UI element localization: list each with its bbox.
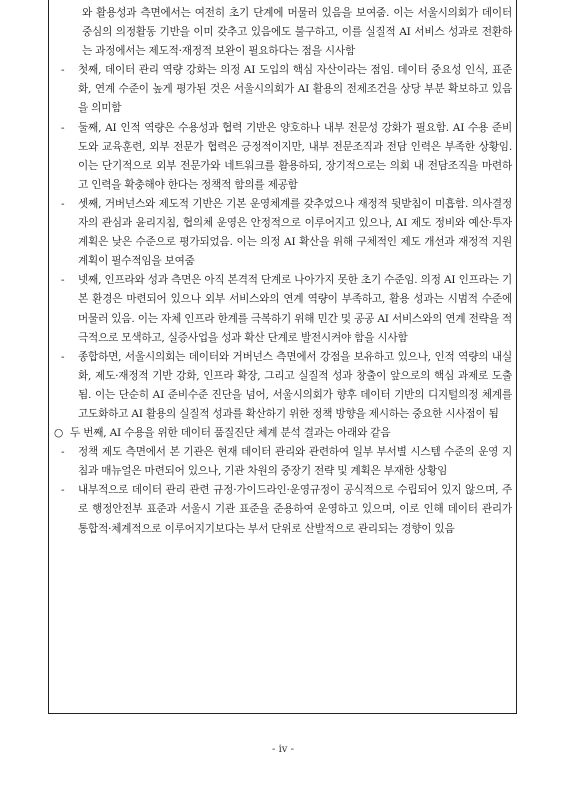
dash-marker: - (61, 274, 65, 287)
list-item-text: 셋째, 거버넌스와 제도적 기반은 기본 운영체계를 갖추었으나 재정적 뒷받침이 미흡함. 의사결정자의 관심과 윤리지침, 협의체 운영은 안정적으로 이루어지고 있으나, AI 제도 정비와 예산·투자계획은 낮은 수준으로 평가되었음. 이는 의정 AI 확산을 위해 구체적인 제도 개선과 재정적 지원 계획이 필수적임을 보여줌 (78, 197, 512, 268)
section-heading (52, 424, 516, 443)
list-item-text: 내부적으로 데이터 관리 관련 규정·가이드라인·운영규정이 공식적으로 수립되어 있지 않으며, 주로 행정안전부 표준과 서울시 기관 표준을 준용하여 운영하고 있으며, 이로 인해 데이터 관리가 통합적·체계적으로 이루어지기보다는 부서 단위로 산발적으로 관리되는 경향이 있음 (78, 484, 512, 535)
list-item-text: 정책 제도 측면에서 본 기관은 현재 데이터 관리와 관련하여 일부 부서별 시스템 수준의 운영 지침과 매뉴얼은 마련되어 있으나, 기관 차원의 중장기 전략 및 계획은 부재한 상황임 (78, 446, 512, 478)
page-number: - iv - (272, 744, 294, 755)
list-item (52, 481, 516, 538)
list-item-text: 둘째, AI 인적 역량은 수용성과 협력 기반은 양호하나 내부 전문성 강화가 필요함. AI 수용 준비도와 교육훈련, 외부 전문가 협력은 긍정적이지만, 내부 전문조직과 전담 인력은 부족한 상황임. 이는 단기적으로 외부 전문가와 네트워크를 활용하되, 장기적으로는 의회 내 전담조직을 마련하고 인력을 확충해야 한다는 정책적 함의를 제공함 (78, 121, 512, 191)
list-item (52, 195, 516, 271)
list-item (52, 119, 516, 195)
list-item (52, 61, 516, 118)
intro-paragraph: 와 활용성과 측면에서는 여전히 초기 단계에 머물러 있음을 보여줌. 이는 서울시의회가 데이터 중심의 의정활동 기반을 이미 갖추고 있음에도 불구하고, 이를 실질적 AI 서비스 성과로 전환하는 과정에서는 제도적·재정적 보완이 필요하다는 점을 시사함 (82, 7, 512, 58)
dash-marker: - (61, 446, 65, 459)
dash-marker: - (61, 350, 65, 363)
list-item (52, 443, 516, 481)
list-item-text: 넷째, 인프라와 성과 측면은 아직 본격적 단계로 나아가지 못한 초기 수준임. 의정 AI 인프라는 기본 환경은 마련되어 있으나 외부 서비스와의 연계 역량이 부족하고, 활용 성과는 시범적 수준에 머물러 있음. 이는 자체 인프라 한계를 극복하기 위해 민간 및 공공 AI 서비스와의 연계 전략을 적극적으로 모색하고, 실증사업을 성과 확산 단계로 발전시켜야 함을 시사함 (78, 274, 512, 344)
dash-marker: - (61, 121, 65, 134)
circle-bullet-icon: ○ (54, 427, 64, 440)
dash-marker: - (61, 64, 65, 77)
list-item (52, 271, 516, 347)
dash-marker: - (61, 197, 65, 210)
list-item-text: 첫째, 데이터 관리 역량 강화는 의정 AI 도입의 핵심 자산이라는 점임. 데이터 중요성 인식, 표준화, 연계 수준이 높게 평가된 것은 서울시의회가 AI 활용의 전제조건을 상당 부분 확보하고 있음을 의미함 (78, 64, 512, 115)
list-item (52, 348, 516, 424)
section-heading-text: 두 번째, AI 수용을 위한 데이터 품질진단 체계 분석 결과는 아래와 같음 (70, 427, 391, 440)
document-body (52, 4, 516, 539)
dash-marker: - (61, 484, 65, 497)
list-item-text: 종합하면, 서울시의회는 데이터와 거버넌스 측면에서 강점을 보유하고 있으나, 인적 역량의 내실화, 제도·재정적 기반 강화, 인프라 확장, 그리고 실질적 성과 창출이 앞으로의 핵심 과제로 도출됨. 이는 단순히 AI 준비수준 진단을 넘어, 서울시의회가 향후 데이터 기반의 디지털의정 체계를 고도화하고 AI 활용의 실질적 성과를 확산하기 위한 정책 방향을 제시하는 중요한 시사점이 됨 (78, 350, 512, 420)
